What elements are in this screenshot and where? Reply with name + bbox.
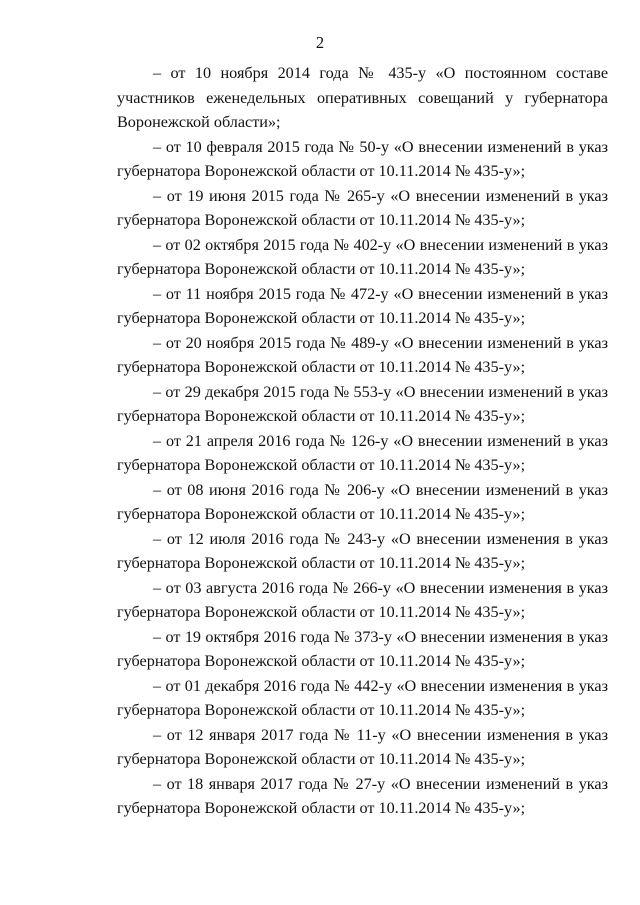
list-item: – от 10 ноября 2014 года № 435-у «О постоянном составе участников еженедельных оперативных совещаний у губернатора Воронежской области»;	[117, 64, 608, 131]
list-item: – от 10 февраля 2015 года № 50-у «О внесении изменений в указ губернатора Воронежской области от 10.11.2014 № 435-у»;	[117, 137, 608, 180]
list-item: – от 18 января 2017 года № 27-у «О внесении изменений в указ губернатора Воронежской области от 10.11.2014 № 435-у»;	[117, 774, 608, 817]
list-item: – от 11 ноября 2015 года № 472-у «О внесении изменений в указ губернатора Воронежской области от 10.11.2014 № 435-у»;	[117, 284, 608, 327]
list-item: – от 12 июля 2016 года № 243-у «О внесении изменения в указ губернатора Воронежской области от 10.11.2014 № 435-у»;	[117, 529, 608, 572]
list-item: – от 20 ноября 2015 года № 489-у «О внесении изменений в указ губернатора Воронежской области от 10.11.2014 № 435-у»;	[117, 333, 608, 376]
list-item: – от 08 июня 2016 года № 206-у «О внесении изменений в указ губернатора Воронежской области от 10.11.2014 № 435-у»;	[117, 480, 608, 523]
page-number: 2	[315, 33, 325, 52]
decree-list	[117, 61, 608, 821]
list-item: – от 19 июня 2015 года № 265-у «О внесении изменений в указ губернатора Воронежской области от 10.11.2014 № 435-у»;	[117, 186, 608, 229]
list-item: – от 12 января 2017 года № 11-у «О внесении изменения в указ губернатора Воронежской области от 10.11.2014 № 435-у»;	[117, 725, 608, 768]
list-item: – от 01 декабря 2016 года № 442-у «О внесении изменения в указ губернатора Воронежской области от 10.11.2014 № 435-у»;	[117, 676, 608, 719]
list-item: – от 02 октября 2015 года № 402-у «О внесении изменений в указ губернатора Воронежской области от 10.11.2014 № 435-у»;	[117, 235, 608, 278]
list-item: – от 29 декабря 2015 года № 553-у «О внесении изменений в указ губернатора Воронежской области от 10.11.2014 № 435-у»;	[117, 382, 608, 425]
list-item: – от 03 августа 2016 года № 266-у «О внесении изменения в указ губернатора Воронежской области от 10.11.2014 № 435-у»;	[117, 578, 608, 621]
list-item: – от 21 апреля 2016 года № 126-у «О внесении изменений в указ губернатора Воронежской области от 10.11.2014 № 435-у»;	[117, 431, 608, 474]
list-item: – от 19 октября 2016 года № 373-у «О внесении изменения в указ губернатора Воронежской области от 10.11.2014 № 435-у»;	[117, 627, 608, 670]
